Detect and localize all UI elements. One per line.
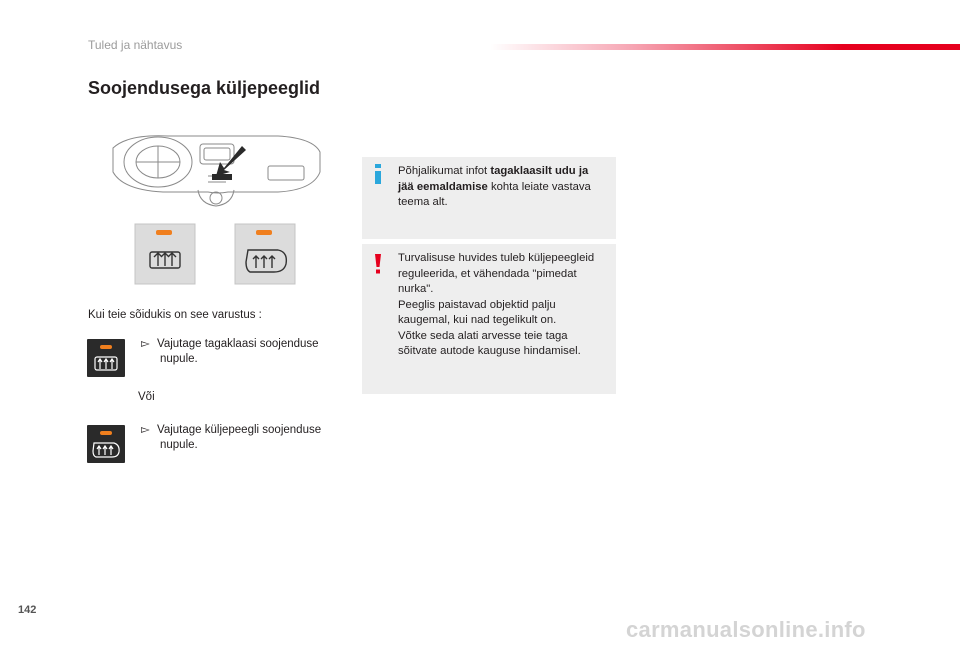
info-text-bold: jää eemaldamise — [398, 180, 488, 193]
page-title: Soojendusega küljepeeglid — [88, 78, 321, 98]
info-text-part: teema alt. — [398, 196, 448, 208]
watermark: carmanualsonline.info — [626, 617, 866, 642]
warning-line: sõitvate autode kauguse hindamisel. — [398, 345, 581, 357]
warning-line: kaugemal, kui nad tegelikult on. — [398, 314, 557, 326]
warning-line: Peeglis paistavad objektid palju — [398, 298, 556, 311]
intro-text: Kui teie sõidukis on see varustus : — [88, 309, 262, 321]
step-line: nupule. — [160, 439, 198, 451]
dashboard-illustration — [108, 132, 323, 291]
info-text — [398, 164, 610, 211]
step-rear-defrost — [141, 337, 319, 367]
warning-line: Võtke seda alati arvesse teie taga — [398, 329, 568, 342]
warning-icon — [374, 254, 382, 274]
step-line: nupule. — [160, 353, 198, 365]
warning-line: reguleerida, et vähendada "pimedat — [398, 267, 577, 280]
step-line: Vajutage küljepeegli soojenduse — [157, 424, 322, 436]
warning-box — [362, 244, 616, 394]
or-text: Või — [138, 391, 155, 403]
page-number: 142 — [18, 604, 37, 616]
warning-line: Turvalisuse huvides tuleb küljepeegleid — [398, 252, 595, 264]
info-text-part: kohta leiate vastava — [487, 180, 591, 193]
warning-text — [398, 251, 610, 360]
info-text-bold: tagaklaasilt udu ja — [490, 165, 589, 177]
mirror-defrost-button-image — [87, 425, 125, 463]
rear-defrost-icon — [87, 339, 125, 377]
arrow-bullet-icon: ▻ — [141, 424, 150, 436]
mirror-defrost-icon — [87, 425, 125, 463]
warning-line: nurka". — [398, 283, 434, 295]
info-box — [362, 157, 616, 239]
step-mirror-defrost — [141, 423, 321, 453]
dashboard-drawing — [108, 132, 323, 286]
arrow-bullet-icon: ▻ — [141, 338, 150, 350]
step-line: Vajutage tagaklaasi soojenduse — [157, 338, 319, 350]
info-icon — [371, 164, 385, 184]
header-accent-bar — [490, 44, 960, 50]
section-header: Tuled ja nähtavus — [88, 38, 183, 52]
rear-defrost-button-image — [87, 339, 125, 377]
info-text-part: Põhjalikumat infot — [398, 165, 491, 177]
